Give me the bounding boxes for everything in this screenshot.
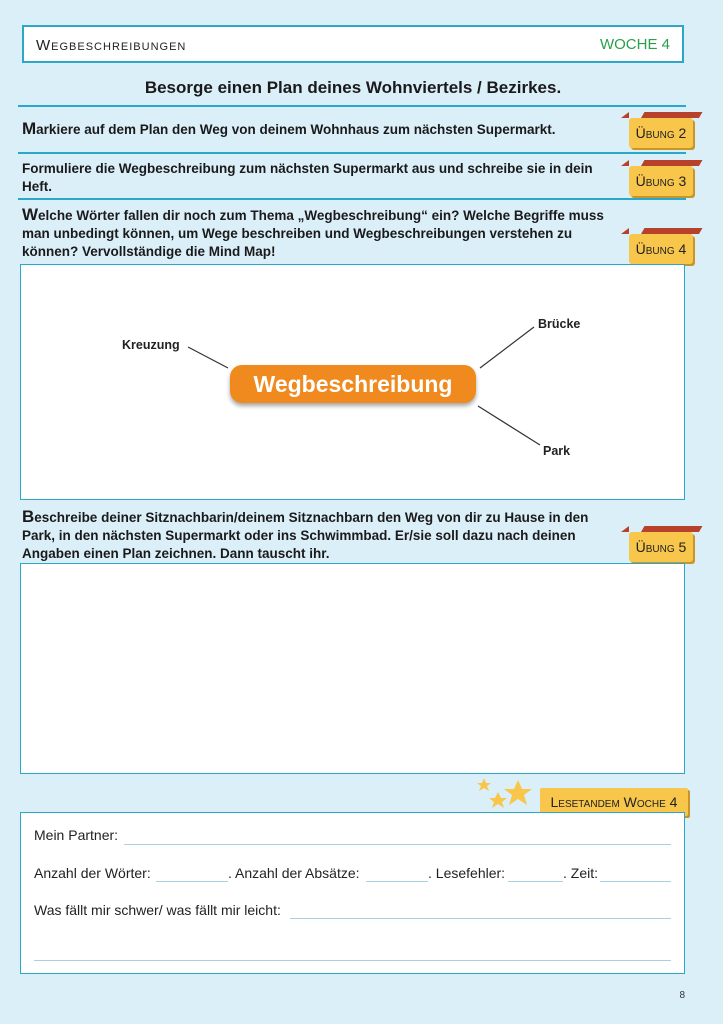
main-instruction: Besorge einen Plan deines Wohnviertels / Bezirkes. — [144, 78, 562, 97]
task-uebung-5 — [22, 508, 612, 563]
task-text: eschreibe deiner Sitznachbarin/deinem Sitznachbarn den Weg von dir zu Hause in den Park, in den nächsten Supermarkt oder ins Schwimmbad. Er/sie soll dazu nach deinen Angaben einen Plan zeichnen. Dann tauscht ihr. — [22, 510, 589, 561]
errors-label: . Lesefehler: — [428, 865, 506, 881]
paragraphs-label: . Anzahl der Absätze: — [228, 865, 360, 881]
task-initial: B — [22, 507, 35, 526]
mindmap-node-bruecke: Brücke — [538, 317, 581, 331]
question-input-line-2[interactable] — [34, 960, 671, 961]
badge-label: Übung 5 — [635, 539, 687, 555]
mindmap-node-park: Park — [543, 444, 571, 458]
mindmap-center: Wegbeschreibung — [230, 365, 476, 403]
badge-uebung-5 — [629, 532, 693, 562]
page-title: Wegbeschreibungen — [36, 37, 187, 54]
task-text: Formuliere die Wegbeschreibung zum nächsten Supermarkt aus und schreibe sie in dein Heft. — [22, 161, 593, 194]
week-label: WOCHE 4 — [599, 36, 670, 53]
task-initial: M — [22, 119, 37, 138]
time-label: . Zeit: — [563, 865, 599, 881]
paragraphs-input[interactable] — [366, 881, 428, 882]
connector-bruecke — [480, 327, 534, 368]
connector-park — [478, 406, 540, 445]
partner-input[interactable] — [124, 844, 671, 845]
errors-input[interactable] — [508, 881, 563, 882]
page-number: 8 — [679, 990, 685, 1001]
drawing-panel[interactable] — [20, 563, 685, 774]
badge-label: Übung 4 — [635, 241, 687, 257]
stars-icon — [472, 776, 536, 812]
badge-label: Übung 3 — [635, 173, 687, 189]
connector-kreuzung — [188, 347, 228, 368]
badge-label: Übung 2 — [635, 125, 687, 141]
task-text: elche Wörter fallen dir noch zum Thema „Wegbeschreibung“ ein? Welche Begriffe muss man unbedingt können, um Wege beschreiben und Wegbeschreibungen verstehen zu können? Vervollständige die Mind Map! — [22, 208, 604, 259]
lesetandem-panel — [20, 812, 685, 974]
words-input[interactable] — [156, 881, 228, 882]
mindmap-node-kreuzung: Kreuzung — [122, 338, 180, 352]
question-input[interactable] — [290, 918, 671, 919]
question-label: Was fällt mir schwer/ was fällt mir leicht: — [34, 902, 281, 918]
task-text: arkiere auf dem Plan den Weg von deinem Wohnhaus zum nächsten Supermarkt. — [36, 122, 556, 137]
partner-label: Mein Partner: — [34, 827, 119, 843]
task-initial: W — [22, 205, 39, 224]
badge-label: Lesetandem Woche 4 — [550, 794, 678, 810]
words-label: Anzahl der Wörter: — [34, 865, 151, 881]
time-input[interactable] — [600, 881, 671, 882]
